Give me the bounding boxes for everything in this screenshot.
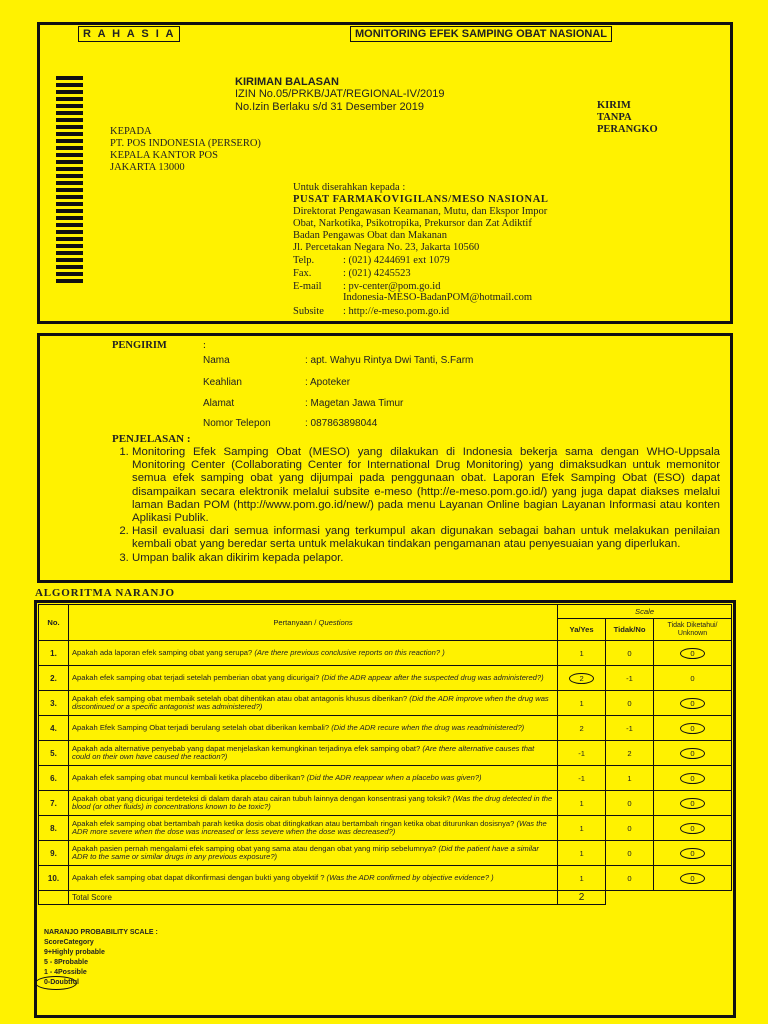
table-row (39, 741, 732, 766)
row-number: 8. (39, 816, 69, 841)
legend-line: 1 - 4Possible (44, 969, 87, 976)
row-number: 1. (39, 641, 69, 666)
table-row (39, 791, 732, 816)
score-no-value: 0 (627, 648, 632, 658)
score-unknown-value: 0 (680, 798, 704, 809)
score-unknown-value: 0 (680, 773, 704, 784)
sender-name-value: : apt. Wahyu Rintya Dwi Tanti, S.Farm (305, 355, 474, 366)
explanation-list (112, 446, 720, 565)
row-number: 9. (39, 841, 69, 866)
row-number: 6. (39, 766, 69, 791)
stamp-line: TANPA (597, 112, 632, 123)
stamp-line: PERANGKO (597, 124, 658, 135)
total-score-spacer (39, 891, 69, 905)
question-id: Apakah efek samping obat dapat dikonfirmasi dengan bukti yang obyektif ? (71, 872, 325, 882)
row-question (68, 766, 557, 791)
table-row (39, 691, 732, 716)
recipient-line: Obat, Narkotika, Psikotropika, Prekursor dan Zat Adiktif (293, 218, 532, 229)
score-no-value: -1 (626, 723, 633, 733)
score-unknown (654, 816, 732, 841)
sender-expertise-label: Keahlian (203, 377, 242, 388)
question-en: (Was the ADR more severe when the dose was increased or less severe when the dose was decreased?) (71, 818, 547, 836)
legend-line: 9+Highly probable (44, 949, 105, 956)
score-unknown (654, 866, 732, 891)
row-question (68, 641, 557, 666)
naranjo-title: ALGORITMA NARANJO (35, 587, 175, 599)
row-number: 10. (39, 866, 69, 891)
score-yes-value: 2 (579, 723, 584, 733)
score-no-value: 0 (627, 823, 632, 833)
row-question (68, 716, 557, 741)
score-no (606, 816, 654, 841)
score-unknown (654, 641, 732, 666)
row-question (68, 791, 557, 816)
table-header-row (39, 605, 732, 619)
question-en: (Was the drug detected in the blood (or other fluids) in concentrations known to be toxic?) (71, 793, 553, 811)
stamp-line: KIRIM (597, 100, 631, 111)
score-no-value: 0 (627, 848, 632, 858)
question-en: (Are there previous conclusive reports on this reaction? ) (254, 647, 445, 657)
score-unknown (654, 841, 732, 866)
addressee-line: KEPALA KANTOR POS (110, 150, 218, 161)
score-no (606, 641, 654, 666)
score-unknown-value: 0 (680, 648, 704, 659)
table-row (39, 841, 732, 866)
row-question (68, 816, 557, 841)
table-row (39, 641, 732, 666)
score-unknown (654, 741, 732, 766)
sender-address-label: Alamat (203, 398, 235, 409)
score-no (606, 741, 654, 766)
question-en: (Did the ADR improve when the drug was discontinued or a specific antagonist was administered?) (71, 693, 549, 711)
recipient-block (293, 182, 549, 254)
row-question (68, 741, 557, 766)
table-row (39, 816, 732, 841)
score-yes-value: -1 (578, 773, 585, 783)
row-number: 2. (39, 666, 69, 691)
score-unknown-value: 0 (680, 698, 704, 709)
naranjo-table-body (39, 641, 732, 891)
col-header-no: No. (39, 605, 69, 641)
question-en: (Did the patient have a similar ADR to the same or similar drugs in any previous exposure?) (71, 843, 539, 861)
score-unknown-value: 0 (680, 873, 704, 884)
contact-row-subsite: Subsite : http://e-meso.pom.go.id (293, 306, 450, 317)
score-unknown (654, 666, 732, 691)
handover-intro: Untuk diserahkan kepada : (293, 182, 406, 193)
total-score-empty (606, 891, 654, 905)
score-no (606, 766, 654, 791)
score-yes (558, 866, 606, 891)
col-header-yes: Ya/Yes (558, 619, 606, 641)
question-id: Apakah efek samping obat membaik setelah obat dihentikan atau obat antagonis khusus diberikan? (71, 693, 408, 703)
score-unknown-value: 0 (680, 748, 704, 759)
score-no (606, 841, 654, 866)
score-no (606, 691, 654, 716)
score-yes-value: 1 (579, 873, 584, 883)
score-yes-value: 1 (579, 848, 584, 858)
question-id: Apakah obat yang dicurigai terdeteksi di dalam darah atau cairan tubuh lainnya dengan konsentrasi yang toksik? (71, 793, 451, 803)
score-yes-value: 1 (579, 823, 584, 833)
explanation-label: PENJELASAN : (112, 433, 191, 445)
score-no-value: 1 (627, 773, 632, 783)
question-en: (Was the ADR confirmed by objective evidence? ) (326, 872, 494, 882)
row-number: 5. (39, 741, 69, 766)
row-number: 3. (39, 691, 69, 716)
row-question (68, 841, 557, 866)
question-id: Apakah efek samping obat terjadi setelah pemberian obat yang dicurigai? (71, 672, 320, 682)
score-no-value: 0 (627, 698, 632, 708)
score-unknown-value: 0 (680, 723, 704, 734)
explanation-list-wrapper (112, 446, 720, 565)
total-score-row (39, 891, 732, 905)
addressee-line: KEPADA (110, 126, 152, 137)
question-en: (Did the ADR reappear when a placebo was given?) (306, 772, 482, 782)
score-yes-value: -1 (578, 748, 585, 758)
score-no (606, 791, 654, 816)
score-no (606, 866, 654, 891)
total-score-label: Total Score (68, 891, 557, 905)
score-no (606, 716, 654, 741)
question-id: Apakah ada alternative penyebab yang dapat menjelaskan kemungkinan terjadinya efek samping obat? (71, 743, 421, 753)
score-yes (558, 841, 606, 866)
sender-phone-value: : 087863898044 (305, 418, 378, 429)
score-unknown (654, 766, 732, 791)
score-yes (558, 641, 606, 666)
reply-title: KIRIMAN BALASAN (235, 76, 339, 88)
total-score-empty (654, 891, 732, 905)
question-en: (Are there alternative causes that could on their own have caused the reaction?) (71, 743, 535, 761)
score-yes-value: 1 (579, 648, 584, 658)
postal-barcode (56, 76, 83, 286)
col-header-question: Pertanyaan / Questions (68, 605, 557, 641)
score-unknown (654, 691, 732, 716)
legend-line: 5 - 8Probable (44, 959, 88, 966)
probability-scale-legend (44, 928, 158, 988)
row-question (68, 691, 557, 716)
score-no (606, 666, 654, 691)
sender-expertise-value: : Apoteker (305, 377, 351, 388)
score-no-value: 0 (627, 798, 632, 808)
addressee-line: JAKARTA 13000 (110, 162, 185, 173)
table-row (39, 766, 732, 791)
contact-list (293, 255, 532, 317)
score-yes-value: 2 (569, 673, 593, 684)
legend-line: NARANJO PROBABILITY SCALE : (44, 929, 158, 936)
sender-name-label: Nama (203, 355, 230, 366)
question-id: Apakah efek samping obat bertambah parah ketika dosis obat ditingkatkan atau bertambah ringan ketika obat diturunkan dosisnya? (71, 818, 515, 828)
recipient-line: Direktorat Pengawasan Keamanan, Mutu, dan Ekspor Impor (293, 206, 548, 217)
addressee-line: PT. POS INDONESIA (PERSERO) (110, 138, 261, 149)
score-no-value: 0 (627, 873, 632, 883)
score-yes (558, 766, 606, 791)
explanation-item: 3. Umpan balik akan dikirim kepada pelapor. (132, 552, 720, 565)
col-header-scale: Scale (558, 605, 732, 619)
table-row (39, 716, 732, 741)
program-title: MONITORING EFEK SAMPING OBAT NASIONAL (350, 26, 612, 42)
question-en: (Did the ADR appear after the suspected drug was administered?) (321, 672, 544, 682)
row-question (68, 866, 557, 891)
score-yes (558, 741, 606, 766)
score-unknown (654, 791, 732, 816)
legend-selection-oval (35, 976, 77, 990)
contact-row-phone: Telp. : (021) 4244691 ext 1079 (293, 255, 450, 266)
legend-line: ScoreCategory (44, 939, 94, 946)
col-header-unknown: Tidak Diketahui/ Unknown (654, 619, 732, 641)
contact-row-email-alt: Indonesia-MESO-BadanPOM@hotmail.com (343, 292, 533, 303)
total-score-value: 2 (558, 891, 606, 905)
question-id: Apakah efek samping obat muncul kembali ketika placebo diberikan? (71, 772, 305, 782)
row-number: 4. (39, 716, 69, 741)
score-unknown-value: 0 (680, 823, 704, 834)
score-yes (558, 666, 606, 691)
permit-validity: No.Izin Berlaku s/d 31 Desember 2019 (235, 101, 424, 113)
sender-address-value: : Magetan Jawa Timur (305, 398, 404, 409)
score-yes (558, 716, 606, 741)
sender-colon: : (203, 340, 206, 351)
score-yes-value: 1 (579, 798, 584, 808)
confidential-tag: R A H A S I A (78, 26, 180, 42)
question-en: (Did the ADR recure when the drug was readministered?) (331, 722, 525, 732)
score-no-value: 2 (627, 748, 632, 758)
sender-phone-label: Nomor Telepon (203, 418, 271, 429)
score-unknown-value: 0 (690, 673, 695, 683)
score-yes (558, 816, 606, 841)
score-yes (558, 791, 606, 816)
table-row (39, 866, 732, 891)
question-id: Apakah pasien pernah mengalami efek samping obat yang sama atau dengan obat yang mirip sebelumnya? (71, 843, 437, 853)
score-no-value: -1 (626, 673, 633, 683)
sender-label: PENGIRIM (112, 340, 167, 351)
question-id: Apakah Efek Samping Obat terjadi berulang setelah obat diberikan kembali? (71, 722, 330, 732)
row-number: 7. (39, 791, 69, 816)
legend-line-selected: 0-Doubtful (44, 978, 158, 988)
recipient-name: PUSAT FARMAKOVIGILANS/MESO NASIONAL (293, 194, 549, 205)
row-question (68, 666, 557, 691)
permit-number: IZIN No.05/PRKB/JAT/REGIONAL-IV/2019 (235, 88, 445, 100)
explanation-item: 1. Monitoring Efek Samping Obat (MESO) yang dilakukan di Indonesia bekerja sama dengan WHO-Uppsala Monitoring Center (Collaborating Center for International Drug Monitoring) yang dimaksudkan untuk memonitor semua efek samping obat yang dijumpai pada penggunaan obat. Laporan Efek Samping Obat (ESO) dapat disampaikan secara elektronik melalui subsite e-meso (http://e-meso.pom.go.id/) yang juga dapat diakses melalui laman Badan POM (http://www.pom.go.id/new/) pada menu Layanan Online bagian Layanan Informasi atau konten Aplikasi Publik. (132, 446, 720, 525)
score-yes-value: 1 (579, 698, 584, 708)
recipient-line: Badan Pengawas Obat dan Makanan (293, 230, 447, 241)
contact-row-email: E-mail : pv-center@pom.go.id (293, 281, 441, 292)
score-unknown (654, 716, 732, 741)
score-yes (558, 691, 606, 716)
recipient-line: Jl. Percetakan Negara No. 23, Jakarta 10560 (293, 242, 480, 253)
question-id: Apakah ada laporan efek samping obat yang serupa? (71, 647, 253, 657)
contact-row-fax: Fax. : (021) 4245523 (293, 268, 411, 279)
score-unknown-value: 0 (680, 848, 704, 859)
col-header-no-answer: Tidak/No (606, 619, 654, 641)
addressee-block (110, 126, 261, 174)
naranjo-table (38, 604, 732, 905)
explanation-item: 2. Hasil evaluasi dari semua informasi yang terkumpul akan digunakan sebagai bahan untuk melakukan penilaian kembali obat yang beredar serta untuk melakukan tindakan pengamanan atau penyesuaian yang diperlukan. (132, 525, 720, 551)
postage-stamp-note (597, 100, 658, 136)
table-row (39, 666, 732, 691)
